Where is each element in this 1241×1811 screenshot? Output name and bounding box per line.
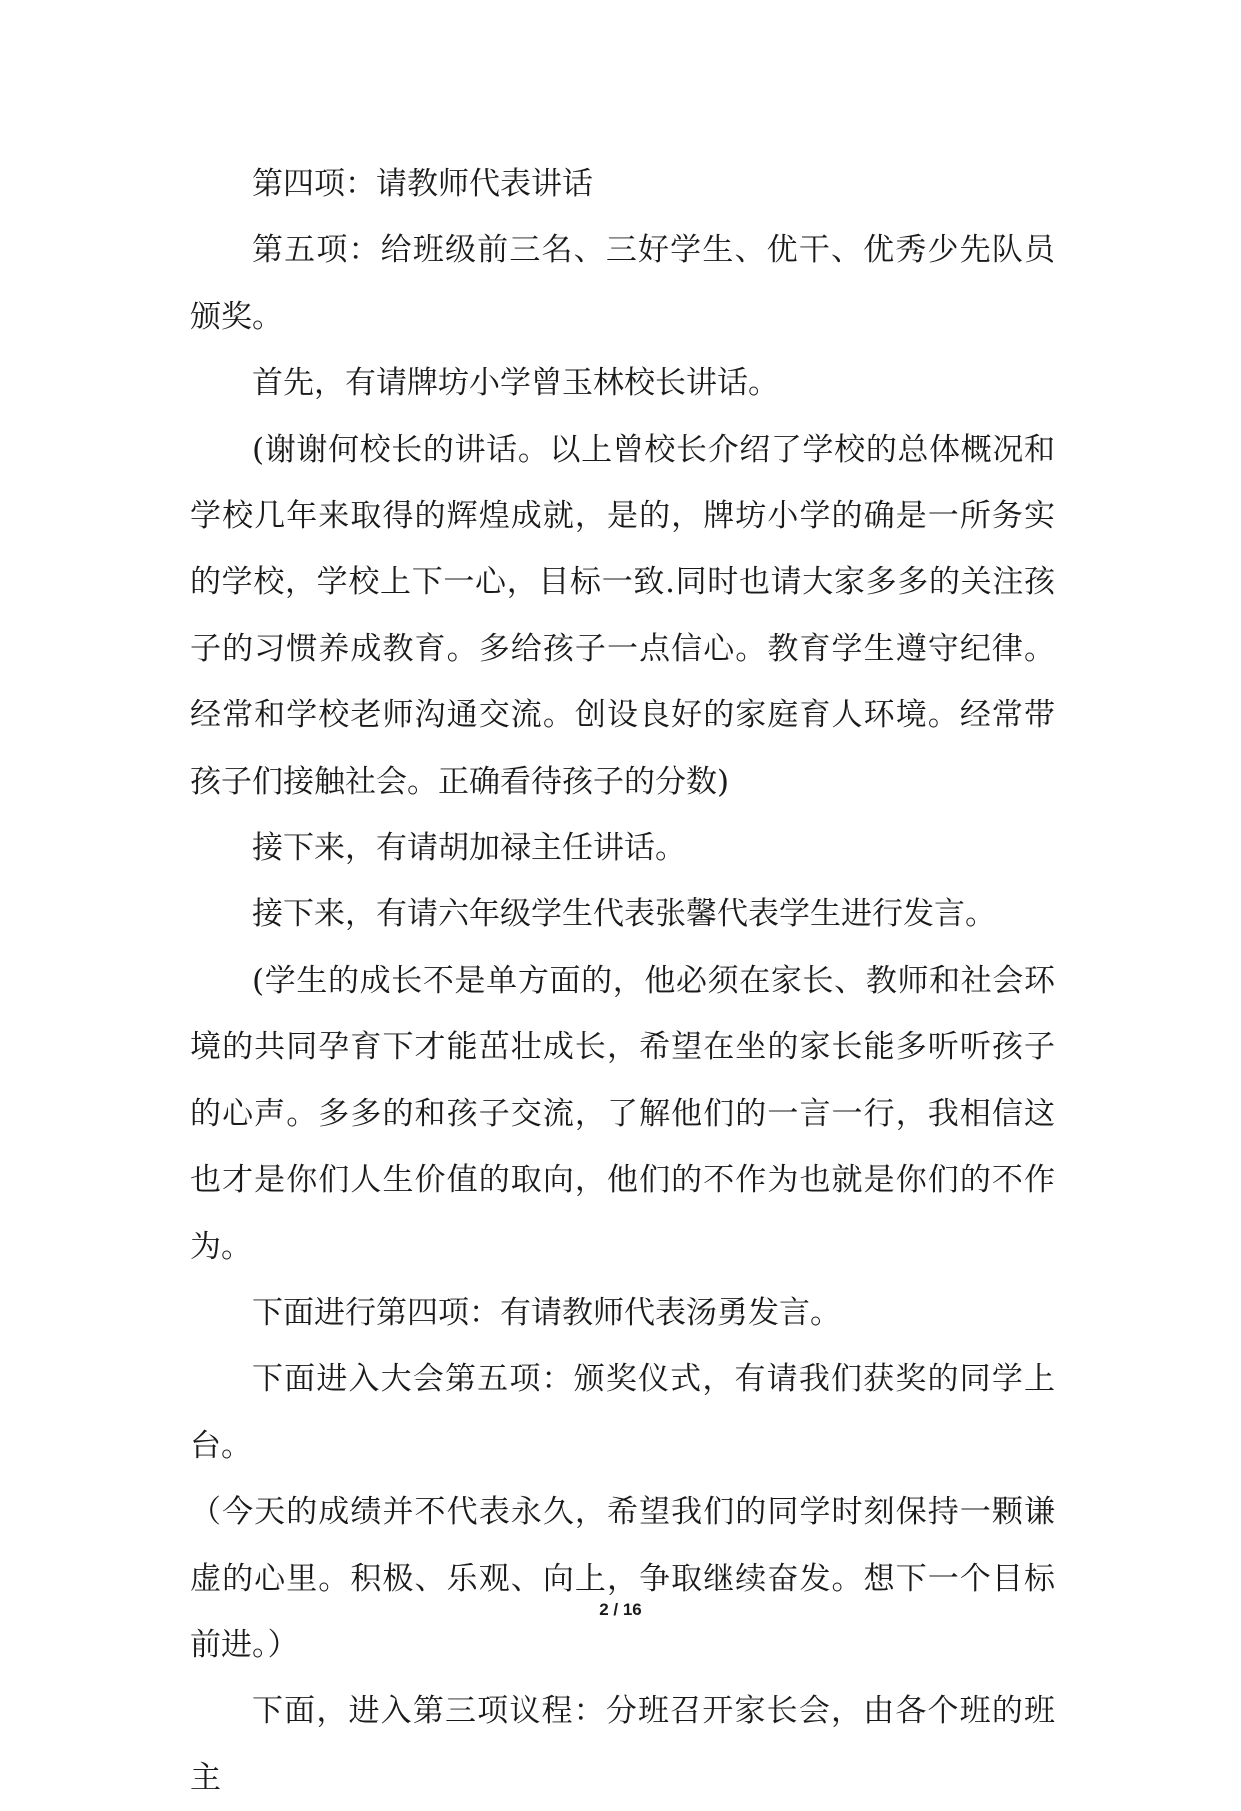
paragraph-student-summary: (学生的成长不是单方面的，他必须在家长、教师和社会环境的共同孕育下才能茁壮成长，希望在坐的家长能多听听孩子的心声。多多的和孩子交流，了解他们的一言一行，我相信这也才是你们人生价值的取向，他们的不作为也就是你们的不作为。 [190, 962, 1055, 1265]
paragraph-award-summary: （今天的成绩并不代表永久，希望我们的同学时刻保持一颗谦虚的心里。积极、乐观、向上，争取继续奋发。想下一个目标前进。） [190, 1494, 1055, 1663]
paragraph-item-4-speech: 第四项：请教师代表讲话 [252, 166, 593, 202]
paragraph-item-3-agenda: 下面，进入第三项议程：分班召开家长会，由各个班的班主 [190, 1693, 1055, 1796]
paragraph-student-intro: 接下来，有请六年级学生代表张馨代表学生进行发言。 [252, 896, 996, 933]
paragraph-award-ceremony: 下面进入大会第五项：颁奖仪式，有请我们获奖的同学上台。 [190, 1361, 1055, 1464]
document-body [190, 151, 1055, 1811]
paragraph-director-intro: 接下来，有请胡加禄主任讲话。 [252, 830, 686, 867]
paragraph-item-5-awards: 第五项：给班级前三名、三好学生、优干、优秀少先队员颁奖。 [190, 232, 1055, 335]
paragraph-principal-intro: 首先，有请牌坊小学曾玉林校长讲话。 [252, 365, 779, 402]
page-number: 2 / 16 [599, 1600, 642, 1619]
paragraph-teacher-intro: 下面进行第四项：有请教师代表汤勇发言。 [252, 1294, 841, 1331]
paragraph-principal-summary: (谢谢何校长的讲话。以上曾校长介绍了学校的总体概况和学校几年来取得的辉煌成就，是的，牌坊小学的确是一所务实的学校，学校上下一心，目标一致.同时也请大家多多的关注孩子的习惯养成教育。多给孩子一点信心。教育学生遵守纪律。经常和学校老师沟通交流。创设良好的家庭育人环境。经常带孩子们接触社会。正确看待孩子的分数) [190, 431, 1055, 800]
